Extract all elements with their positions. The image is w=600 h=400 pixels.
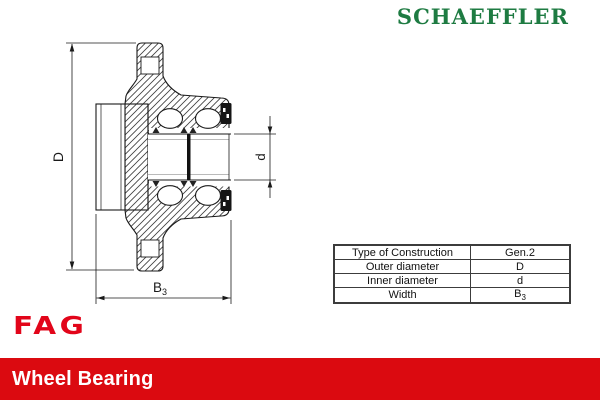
spec-label: Width bbox=[334, 288, 471, 304]
table-row bbox=[334, 245, 570, 260]
schaeffler-logo: SCHAEFFLER bbox=[396, 4, 569, 29]
spec-value: Gen.2 bbox=[471, 245, 571, 260]
inner-ring-split bbox=[187, 134, 191, 180]
product-banner-title: Wheel Bearing bbox=[12, 367, 154, 390]
flange-plate bbox=[96, 104, 125, 210]
technical-drawing bbox=[0, 0, 340, 330]
dimension-d bbox=[234, 116, 276, 198]
spec-table bbox=[333, 244, 571, 304]
spec-label: Inner diameter bbox=[334, 274, 471, 288]
spec-label: Outer diameter bbox=[334, 260, 471, 274]
dim-label-inner-diameter: d bbox=[253, 153, 268, 161]
table-row bbox=[334, 288, 570, 304]
table-row bbox=[334, 274, 570, 288]
product-banner bbox=[0, 358, 600, 400]
spec-value: $B_3$ bbox=[471, 288, 571, 304]
dim-label-outer-diameter: D bbox=[50, 151, 66, 163]
dim-label-width: $B_3$ bbox=[153, 280, 168, 297]
table-row bbox=[334, 260, 570, 274]
spec-label: Type of Construction bbox=[334, 245, 471, 260]
spec-value: D bbox=[471, 260, 571, 274]
fag-logo: FAG bbox=[13, 311, 88, 340]
spec-value: d bbox=[471, 274, 571, 288]
